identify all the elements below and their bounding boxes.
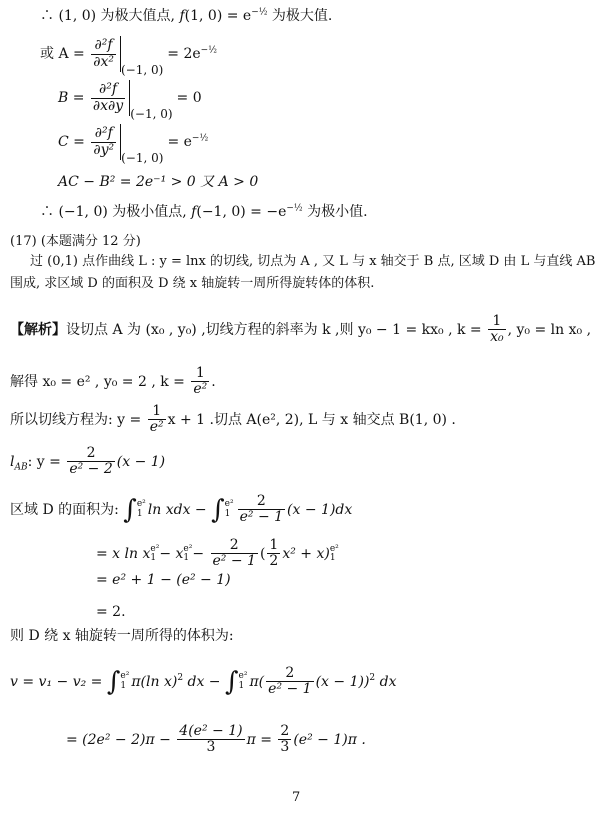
solve-result	[10, 366, 216, 398]
question-17-text-1: 过 (0,1) 点作曲线 L : y = lnx 的切线, 切点为 A , 又 L 与 x 轴交于 B 点, 区域 D 由 L 与直线 AB	[30, 254, 596, 269]
text: dx	[379, 673, 397, 690]
text: = e	[167, 134, 192, 150]
limits: e² 1	[224, 499, 234, 519]
text: ∴ (1, 0) 为极大值点,	[40, 8, 180, 24]
text: f	[179, 8, 185, 24]
limits: e² 1	[136, 499, 146, 519]
text: .	[211, 373, 216, 390]
partial-B	[58, 80, 202, 122]
area-integral	[10, 494, 352, 526]
text: −	[192, 545, 205, 562]
subscript: AB	[14, 462, 28, 473]
volume-result	[66, 724, 366, 756]
text: ∴ (−1, 0) 为极小值点,	[40, 204, 192, 220]
question-17-text-2: 围成, 求区域 D 的面积及 D 绕 x 轴旋转一周所得旋转体的体积.	[10, 276, 375, 291]
fraction: $\frac{2}{\text{e² − 1}}$	[239, 493, 284, 526]
text: π =	[246, 731, 272, 748]
eval-point: (−1, 0)	[121, 151, 164, 165]
fraction: $\frac{\text{4(e² − 1)}}{3}$	[179, 723, 243, 756]
volume-intro: 则 D 绕 x 轴旋转一周所得的体积为:	[10, 628, 234, 644]
text: v = v₁ − v₂ =	[10, 673, 103, 690]
limits: e² 1	[238, 671, 248, 691]
solution-tag: 【解析】	[10, 321, 66, 338]
limits: e² 1	[120, 671, 130, 691]
text: (x − 1))	[315, 673, 370, 690]
text: , y₀ = ln x₀ ,	[507, 321, 592, 338]
question-17-header: (17) (本题满分 12 分)	[10, 234, 141, 249]
discriminant: AC − B² = 2e⁻¹ > 0 又 A > 0	[58, 174, 259, 190]
max-point-statement	[40, 8, 332, 26]
label: C =	[58, 134, 85, 150]
text: (x − 1)	[116, 453, 166, 470]
integral-sign: ∫	[225, 666, 239, 697]
tangent-line	[10, 404, 456, 436]
text: = 0	[176, 90, 202, 106]
text: (−1, 0) = −e	[196, 204, 287, 220]
text: = (2e² − 2)π −	[66, 731, 171, 748]
text: 解得 x₀ = e² , y₀ = 2 , k =	[10, 373, 185, 390]
text: = 2e	[167, 46, 201, 62]
text: (1, 0) = e	[184, 8, 252, 24]
fraction: $\frac{\text{∂²f}}{\partial x\partial y}$	[92, 81, 124, 114]
exponent: 2	[177, 673, 184, 684]
eval-bar: e² 1	[150, 543, 160, 563]
eval-bar: e² 1	[329, 543, 339, 563]
line-AB	[10, 446, 165, 478]
text: (e² − 1)π .	[293, 731, 366, 748]
fraction: $\frac{2}{\text{e² − 1}}$	[212, 537, 256, 570]
eval-point: (−1, 0)	[130, 107, 173, 121]
fraction: $\frac{\text{∂²f}}{\text{∂y²}}$	[93, 125, 115, 158]
fraction: $\frac{1}{\text{e²}}$	[193, 365, 208, 398]
eval-bar: e² 1	[183, 543, 193, 563]
text: π(ln x)	[131, 673, 178, 690]
integral-sign: ∫	[106, 666, 121, 697]
exponent: 2	[369, 673, 376, 684]
fraction: $\frac{2}{\text{e² − 1}}$	[268, 665, 312, 698]
exponent: −½	[200, 45, 217, 56]
fraction: $\frac{\text{∂²f}}{\text{∂x²}}$	[93, 37, 114, 70]
text: 为极大值.	[267, 8, 333, 24]
text: dx −	[187, 673, 221, 690]
fraction: $\frac{1}{\text{e²}}$	[149, 403, 164, 436]
exponent: −½	[191, 133, 209, 144]
solution-line-1	[10, 314, 591, 346]
area-step-3: = 2.	[96, 604, 126, 620]
text: f	[191, 204, 197, 220]
integral-sign: ∫	[211, 494, 225, 525]
fraction: $\frac{2}{\text{e² − 2}}$	[69, 445, 113, 478]
text: (	[259, 545, 266, 562]
text: 设切点 A 为 (x₀ , y₀) ,切线方程的斜率为 k ,则 y₀ − 1 = kx₀ , k =	[66, 321, 482, 338]
text: ln xdx −	[147, 501, 207, 518]
text: π(	[249, 673, 265, 690]
fraction: $\frac{1}{\text{x₀}}$	[490, 313, 504, 346]
label: B =	[58, 90, 85, 106]
exponent: −½	[251, 7, 268, 18]
partial-A	[40, 36, 217, 78]
text: − x	[159, 545, 184, 562]
label: 或 A =	[40, 46, 85, 62]
partial-C	[58, 124, 208, 166]
fraction: $\frac{1}{2}$	[269, 537, 279, 570]
text: x + 1 .切点 A(e², 2), L 与 x 轴交点 B(1, 0) .	[167, 411, 456, 428]
min-point-statement	[40, 204, 368, 222]
integral-sign: ∫	[123, 494, 137, 525]
text: 区域 D 的面积为:	[10, 501, 119, 518]
page-number: 7	[292, 790, 301, 805]
eval-point: (−1, 0)	[120, 63, 164, 77]
area-step-2: = e² + 1 − (e² − 1)	[96, 572, 231, 588]
fraction: $\frac{2}{3}$	[280, 723, 290, 756]
text: l	[10, 453, 15, 470]
text: 为极小值.	[302, 204, 368, 220]
text: (x − 1)dx	[287, 501, 353, 518]
text: : y =	[27, 453, 61, 470]
exponent: −½	[286, 203, 303, 214]
volume-integral	[10, 666, 396, 698]
text: 所以切线方程为: y =	[10, 411, 142, 428]
text: = x ln x	[96, 545, 151, 562]
text: x² + x)	[282, 545, 330, 562]
area-step-1	[96, 538, 339, 570]
